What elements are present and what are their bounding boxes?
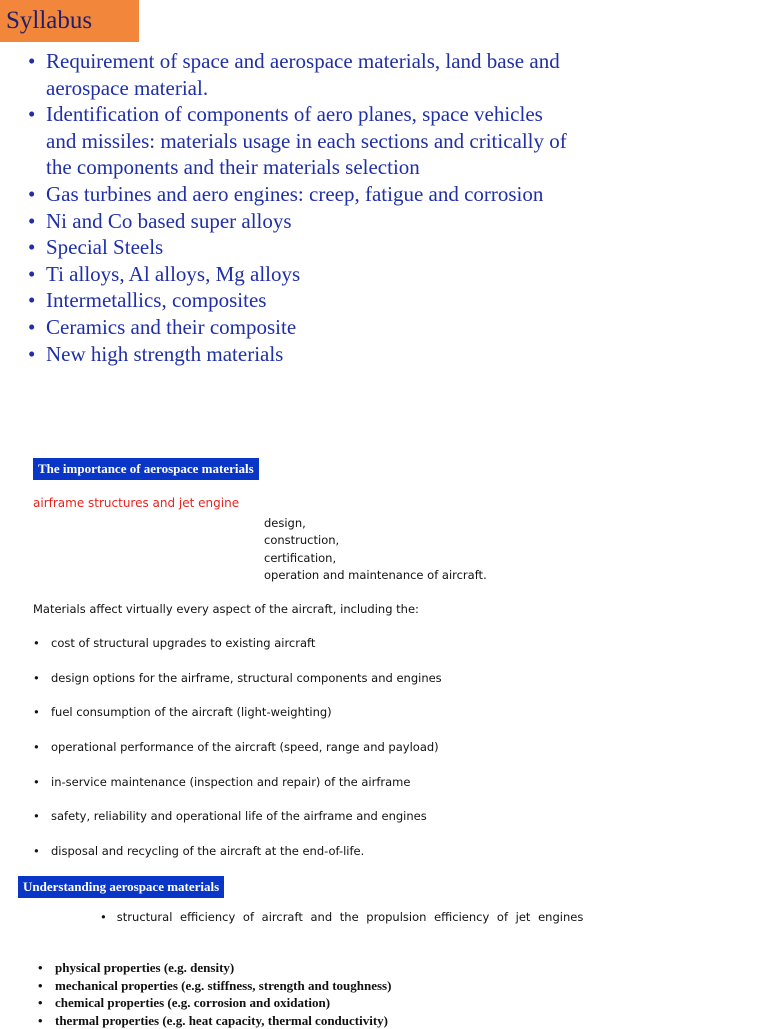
list-item xyxy=(28,101,568,181)
bullet-icon: • xyxy=(28,208,35,235)
list-item-text: chemical properties (e.g. corrosion and oxidation) xyxy=(55,995,330,1010)
aspects-list xyxy=(264,515,487,584)
list-item-text: New high strength materials xyxy=(46,342,283,366)
list-item xyxy=(28,314,568,341)
bullet-icon: • xyxy=(33,844,40,858)
materials-affect-lead: Materials affect virtually every aspect of the aircraft, including the: xyxy=(33,602,419,616)
list-item-text: mechanical properties (e.g. stiffness, strength and toughness) xyxy=(55,978,391,993)
list-item-text: fuel consumption of the aircraft (light-weighting) xyxy=(51,705,332,719)
aspect-item: construction, xyxy=(264,532,487,549)
bullet-icon: • xyxy=(28,181,35,208)
bullet-icon: • xyxy=(28,48,35,75)
list-item xyxy=(28,287,568,314)
list-item-text: operational performance of the aircraft (speed, range and payload) xyxy=(51,740,439,754)
list-item xyxy=(33,809,633,844)
efficiency-item xyxy=(100,910,583,924)
list-item xyxy=(38,977,638,995)
list-item xyxy=(38,959,638,977)
list-item-text: cost of structural upgrades to existing aircraft xyxy=(51,636,315,650)
list-item-text: Ceramics and their composite xyxy=(46,315,296,339)
bullet-icon: • xyxy=(33,775,40,789)
importance-header: The importance of aerospace materials xyxy=(33,458,259,480)
list-item xyxy=(33,671,633,706)
list-item-text: safety, reliability and operational life of the airframe and engines xyxy=(51,809,427,823)
list-item-text: Ti alloys, Al alloys, Mg alloys xyxy=(46,262,300,286)
list-item-text: design options for the airframe, structural components and engines xyxy=(51,671,442,685)
airframe-engine-text: airframe structures and jet engine xyxy=(33,496,239,510)
list-item xyxy=(38,1012,638,1029)
list-item-text: Intermetallics, composites xyxy=(46,288,266,312)
bullet-icon: • xyxy=(38,959,43,977)
list-item-text: disposal and recycling of the aircraft at the end-of-life. xyxy=(51,844,364,858)
bullet-icon: • xyxy=(100,910,107,924)
bullet-icon: • xyxy=(28,341,35,368)
list-item xyxy=(33,705,633,740)
list-item-text: Identification of components of aero planes, space vehicles and missiles: materials usage in each sections and critically of the components and their materials selection xyxy=(46,102,567,179)
bullet-icon: • xyxy=(33,705,40,719)
list-item-text: Requirement of space and aerospace materials, land base and aerospace material. xyxy=(46,49,560,100)
syllabus-list xyxy=(28,48,568,367)
efficiency-text: structural efficiency of aircraft and the propulsion efficiency of jet engines xyxy=(117,910,584,924)
aspect-item: certification, xyxy=(264,550,487,567)
list-item-text: thermal properties (e.g. heat capacity, thermal conductivity) xyxy=(55,1013,388,1028)
bullet-icon: • xyxy=(38,977,43,995)
bullet-icon: • xyxy=(38,994,43,1012)
list-item xyxy=(33,775,633,810)
list-item xyxy=(28,208,568,235)
bullet-icon: • xyxy=(33,671,40,685)
list-item xyxy=(28,341,568,368)
list-item xyxy=(28,234,568,261)
bullet-icon: • xyxy=(33,636,40,650)
list-item xyxy=(28,181,568,208)
bullet-icon: • xyxy=(28,287,35,314)
bullet-icon: • xyxy=(28,314,35,341)
list-item xyxy=(28,48,568,101)
list-item xyxy=(28,261,568,288)
bullet-icon: • xyxy=(33,809,40,823)
bullet-icon: • xyxy=(38,1012,43,1029)
list-item xyxy=(33,636,633,671)
list-item xyxy=(33,740,633,775)
list-item xyxy=(38,994,638,1012)
understanding-header: Understanding aerospace materials xyxy=(18,876,224,898)
aspect-item: design, xyxy=(264,515,487,532)
bullet-icon: • xyxy=(33,740,40,754)
bullet-icon: • xyxy=(28,261,35,288)
syllabus-title: Syllabus xyxy=(0,0,139,42)
list-item-text: in-service maintenance (inspection and repair) of the airframe xyxy=(51,775,410,789)
list-item-text: physical properties (e.g. density) xyxy=(55,960,234,975)
list-item-text: Special Steels xyxy=(46,235,163,259)
properties-list xyxy=(38,959,638,1029)
bullet-icon: • xyxy=(28,234,35,261)
bullet-icon: • xyxy=(28,101,35,128)
affects-list xyxy=(33,636,633,879)
aspect-item: operation and maintenance of aircraft. xyxy=(264,567,487,584)
list-item-text: Ni and Co based super alloys xyxy=(46,209,292,233)
list-item-text: Gas turbines and aero engines: creep, fatigue and corrosion xyxy=(46,182,543,206)
list-item xyxy=(33,844,633,879)
